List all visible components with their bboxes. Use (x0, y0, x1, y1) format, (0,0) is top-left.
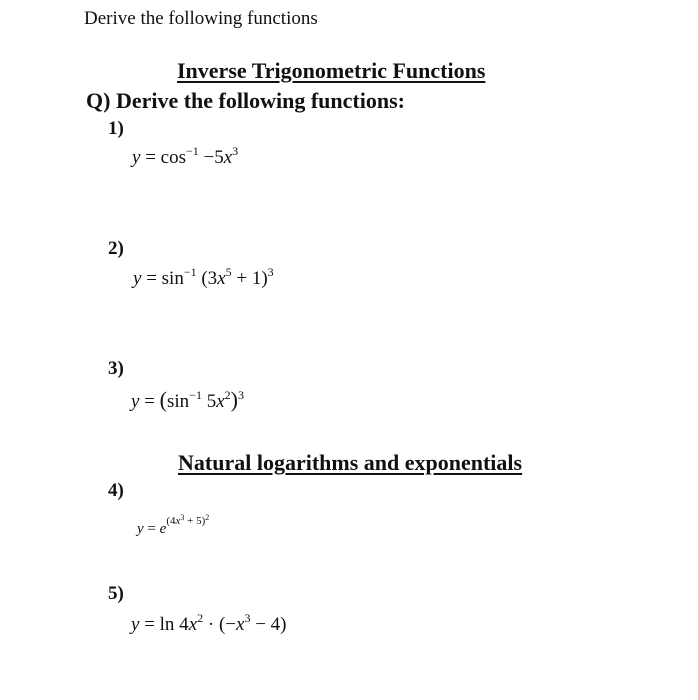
problem-4-equation: $y = e^{(4x^3 + 5)^2}$ (137, 513, 210, 537)
section-title-natural-log: Natural logarithms and exponentials (178, 450, 523, 475)
intro-text: Derive the following functions (84, 8, 318, 29)
question-prompt: Q) Derive the following functions: (86, 88, 405, 113)
problem-1-number: 1) (108, 118, 124, 139)
problem-3-equation: $y = (\sin^{-1}$ $5x^2)^3$ (131, 387, 244, 412)
problem-3-number: 3) (108, 358, 124, 379)
problem-5-number: 5) (108, 583, 124, 604)
problem-5-equation: $y = \ln 4x^2 \cdot (-x^3 - 4)$ (131, 611, 287, 635)
problem-2-number: 2) (108, 238, 124, 259)
problem-4-number: 4) (108, 480, 124, 501)
problem-1-equation: $y = \cos^{-1} -5x^3$ (132, 144, 239, 168)
section-title-inverse-trig: Inverse Trigonometric Functions (177, 58, 486, 83)
problem-2-equation: $y = \sin^{-1} (3x^5 + 1)^3$ (133, 265, 274, 289)
